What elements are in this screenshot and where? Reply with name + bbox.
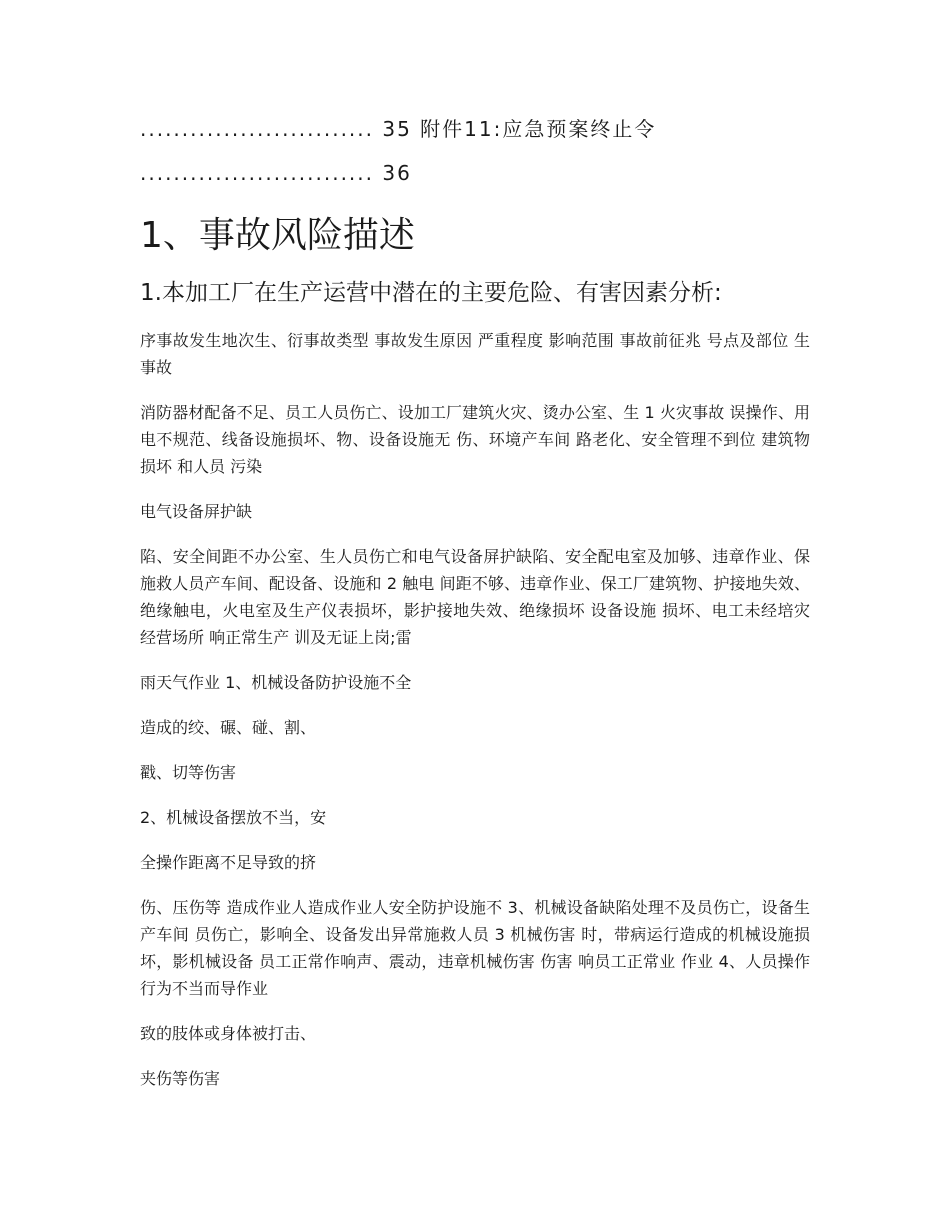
document-page: [140, 118, 810, 1092]
toc-line-36: ............................ 36: [140, 161, 412, 185]
body-paragraph: 造成的绞、碾、碰、割、: [140, 718, 317, 737]
subsection-heading: 1.本加工厂在生产运营中潜在的主要危险、有害因素分析:: [140, 280, 722, 306]
electric-shock-text: 陷、安全间距不办公室、生人员伤亡和电气设备屏护缺陷、安全配电室及加够、违章作业、保施救人员产车间、配设备、设施和 2 触电 间距不够、违章作业、保工厂建筑物、护接地失效、绝缘触电，火电室及生产仪表损坏，影护接地失效、绝缘损坏 设备设施 损坏、电工未经培灾 经营场所 响正常生产 训及无证上岗;雷: [140, 547, 810, 647]
fire-accident-text: 消防器材配备不足、员工人员伤亡、设加工厂建筑火灾、烫办公室、生 1 火灾事故 误操作、用电不规范、线备设施损坏、物、设备设施无 伤、环境产车间 路老化、安全管理不到位 建筑物损坏 和人员 污染: [140, 403, 810, 476]
toc-line-35: ............................ 35 附件11:应急预案终止令: [140, 117, 657, 141]
body-paragraph: 2、机械设备摆放不当，安: [140, 808, 327, 827]
section-heading: 1、事故风险描述: [140, 215, 415, 256]
body-paragraph: 致的肢体或身体被打击、: [140, 1024, 317, 1043]
body-paragraph: 戳、切等伤害: [140, 763, 237, 782]
body-paragraph: 全操作距离不足导致的挤: [140, 853, 317, 872]
mechanical-injury-text: 伤、压伤等 造成作业人造成作业人安全防护设施不 3、机械设备缺陷处理不及员伤亡，设备生产车间 员伤亡，影响全、设备发出异常施救人员 3 机械伤害 时，带病运行造成的机械设施损坏，影机械设备 员工正常作响声、震动，违章机械伤害 伤害 响员工正常业 作业 4、人员操作行为不当而导作业: [140, 898, 810, 998]
table-header-text: 序事故发生地次生、衍事故类型 事故发生原因 严重程度 影响范围 事故前征兆 号点及部位 生事故: [140, 331, 810, 377]
body-paragraph: 电气设备屏护缺: [140, 502, 253, 521]
body-paragraph: 雨天气作业 1、机械设备防护设施不全: [140, 673, 412, 692]
body-paragraph: 夹伤等伤害: [140, 1069, 221, 1088]
